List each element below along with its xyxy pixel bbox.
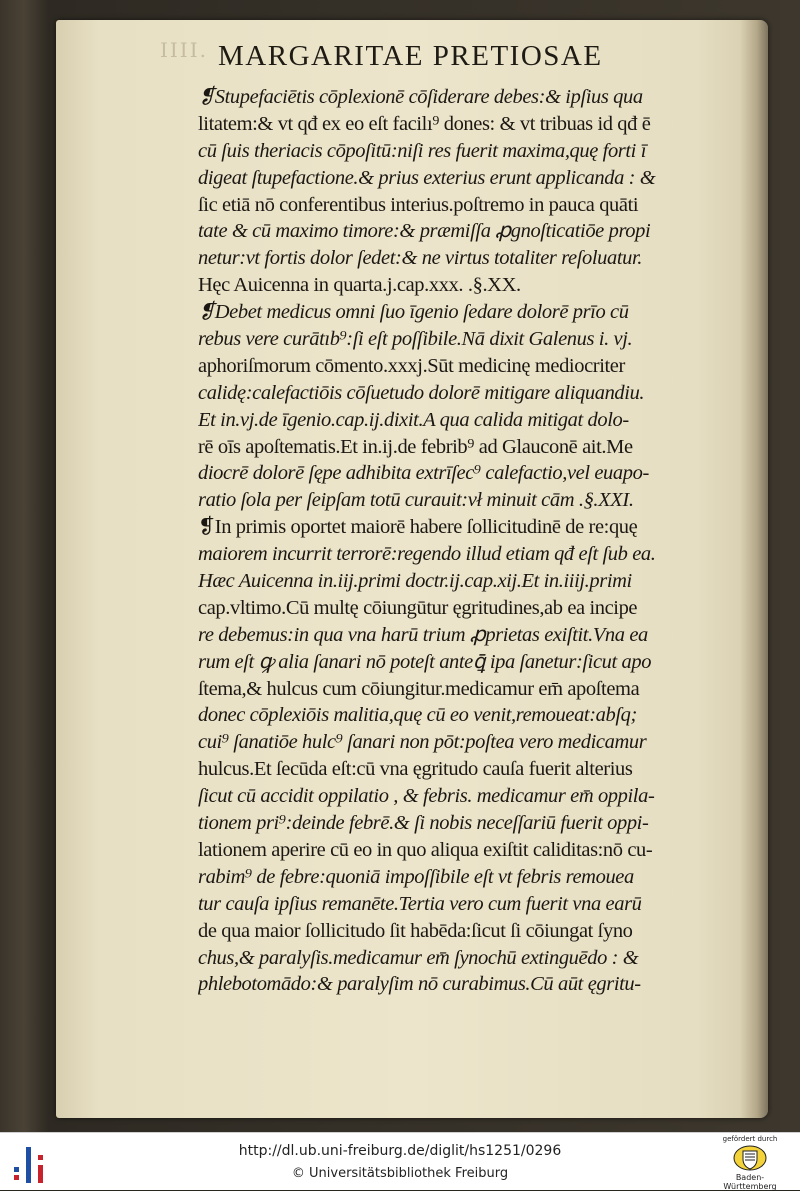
text-line: cui⁹ ſanatiōe hulc⁹ ſanari non pōt:poſtea vero medicamur [198,731,647,754]
text-line: diocrē dolorē ſępe adhibita extrīſec⁹ calefactio,vel euapo- [198,462,649,485]
text-line: cap.vltimo.Cū multę cōiungūtur ęgritudines,ab ea incipe [198,596,638,619]
text-line: Et in.vj.de īgenio.cap.ij.dixit.A qua calida mitigat dolo- [198,408,629,431]
text-line: tionem pri⁹:deinde febrē.& ſi nobis neceſſariū fuerit oppi- [198,812,649,835]
text-line: chus,& paralyſis.medicamur em̄ ſynochū extinguēdo : & [198,946,639,969]
text-line: hulcus.Et ſecūda eſt:cū vna ęgritudo cauſa fuerit alterius [198,758,633,781]
footer-bar [0,1132,800,1190]
text-line: Hæc Auicenna in.iij.primi doctr.ij.cap.xij.Et in.iiij.primi [198,570,632,593]
sponsor-label: gefördert durch [722,1135,778,1143]
document-url[interactable]: http://dl.ub.uni-freiburg.de/diglit/hs1251/0296 [238,1143,562,1159]
text-line: litatem:& vt qđ ex eo eſt facilı⁹ dones: & vt tribuas id qđ ē [198,112,651,135]
text-line: digeat ſtupefactione.& prius exterius erunt applicanda : & [198,166,656,189]
text-line: tur cauſa ipſius remanēte.Tertia vero cum fuerit vna earū [198,892,642,915]
body-text [198,84,714,998]
text-line: phlebotomādo:& paralyſim nō curabimus.Cū aūt ęgritu- [198,973,641,996]
text-line: maiorem incurrit terrorē:regendo illud etiam qđ eſt ſub ea. [198,543,656,566]
copyright-notice: © Universitätsbibliothek Freiburg [291,1166,509,1181]
text-line: re debemus:in qua vna harū trium ꝓprietas exiſtit.Vna ea [198,623,648,646]
text-line: ſicut cū accidit oppilatio , & febris. medicamur em̄ oppila- [198,785,655,808]
running-title: MARGARITAE PRETIOSAE [218,40,603,72]
text-line: calidę:calefactiōis cōſuetudo dolorē mitigare aliquandiu. [198,381,645,404]
text-line: tate & cū maximo timore:& præmiſſa ꝓgnoſticatiōe propi [198,220,651,243]
sponsor-block [710,1135,790,1191]
text-line: cū ſuis theriacis cōpoſitū:niſi res fuerit maxima,quę forti ī [198,139,647,162]
text-line: donec cōplexiōis malitia,quę cū eo venit,remoueat:abſq; [198,704,637,727]
page-edge-shadow [740,20,768,1118]
text-line: netur:vt fortis dolor ſedet:& ne virtus totaliter reſoluatur. [198,247,643,270]
text-line: lationem aperire cū eo in quo aliqua exiſtit caliditas:nō cu- [198,838,653,861]
text-line: ratio ſola per ſeipſam totū curauit:vł minuit cām .§.XXI. [198,489,634,512]
baden-wuerttemberg-crest-icon [732,1144,768,1172]
text-line: ❡Debet medicus omni ſuo īgenio ſedare dolorē prīo cū [198,301,629,324]
text-line: de qua maior ſollicitudo ſit habēda:ſicut ſi cōiungat ſyno [198,919,633,942]
bleed-through-text: IIII. [160,38,208,62]
text-line: rebus vere curātıb⁹:ſi eſt poſſibile.Nā dixit Galenus i. vj. [198,328,633,351]
text-line: rabim⁹ de febre:quoniā impoſſibile eſt vt febris remouea [198,865,634,888]
text-line: aphoriſmorum cōmento.xxxj.Sūt medicinę mediocriter [198,354,625,377]
text-line: Hęc Auicenna in quarta.j.cap.xxx. .§.XX. [198,274,521,297]
text-line: ❡In primis oportet maiorē habere ſollicitudinē de re:quę [198,516,638,539]
text-line: ❡Stupefaciētis cōplexionē cōſiderare debes:& ipſius qua [198,86,643,108]
text-line: ſic etiā nō conferentibus interius.poſtremo in pauca quāti [198,193,639,216]
text-line: rē oīs apoſtematis.Et in.ij.de febrib⁹ ad Glauconē ait.Me [198,435,633,458]
text-line: rum eſt ꝙ alia ſanari nō poteſt anteꝗ̄ ipa ſanetur:ſicut apo [198,650,652,673]
sponsor-state: Baden-Württemberg [723,1173,777,1191]
text-line: ſtema,& hulcus cum cōiungitur.medicamur em̄ apoſtema [198,677,640,700]
